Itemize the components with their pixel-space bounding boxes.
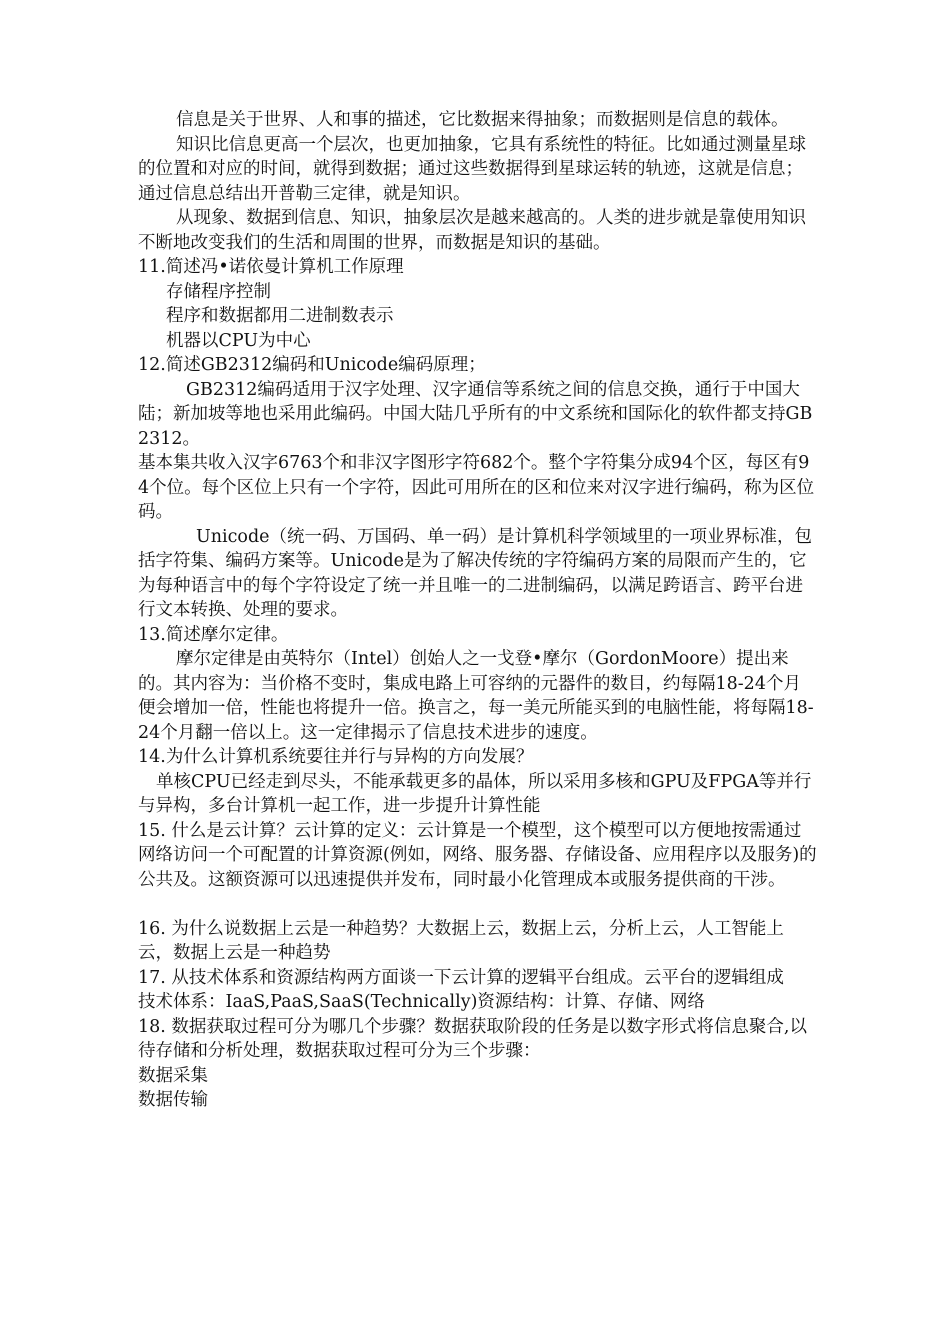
question-12: 12.简述GB2312编码和Unicode编码原理； — [138, 355, 486, 375]
document-body — [138, 108, 818, 1113]
answer-12-charset: 基本集共收入汉字6763个和非汉字图形字符682个。整个字符集分成94个区，每区有94个位。每个区位上只有一个字符，因此可用所在的区和位来对汉字进行编码，称为区位码。 — [138, 453, 815, 522]
paragraph-information: 信息是关于世界、人和事的描述，它比数据来得抽象；而数据则是信息的载体。 — [176, 110, 789, 130]
question-17: 17. 从技术体系和资源结构两方面谈一下云计算的逻辑平台组成。云平台的逻辑组成 — [138, 967, 784, 988]
question-14: 14.为什么计算机系统要往并行与异构的方向发展？ — [138, 747, 534, 767]
question-11: 11.简述冯•诺依曼计算机工作原理 — [138, 257, 404, 277]
answer-11-item-3: 机器以CPU为中心 — [166, 330, 311, 351]
paragraph-knowledge: 知识比信息更高一个层次，也更加抽象，它具有系统性的特征。比如通过测量星球的位置和对应的时间，就得到数据；通过这些数据得到星球运转的轨迹，这就是信息；通过信息总结出开普勒三定律，就是知识。 — [138, 134, 806, 204]
answer-18-step-2: 数据传输 — [138, 1090, 208, 1110]
answer-14: 单核CPU已经走到尽头，不能承载更多的晶体，所以采用多核和GPU及FPGA等并行与异构，多台计算机一起工作，进一步提升计算性能 — [138, 771, 812, 816]
question-13: 13.简述摩尔定律。 — [138, 624, 289, 645]
answer-11-item-2: 程序和数据都用二进制数表示 — [166, 306, 394, 326]
paragraph-abstraction: 从现象、数据到信息、知识，抽象层次是越来越高的。人类的进步就是靠使用知识不断地改变我们的生活和周围的世界，而数据是知识的基础。 — [138, 208, 806, 253]
answer-13: 摩尔定律是由英特尔（Intel）创始人之一戈登•摩尔（GordonMoore）提出来的。其内容为：当价格不变时，集成电路上可容纳的元器件的数目，约每隔18-24个月便会增加一倍，性能也将提升一倍。换言之，每一美元所能买到的电脑性能，将每隔18-24个月翻一倍以上。这一定律揭示了信息技术进步的速度。 — [138, 649, 814, 743]
answer-12-unicode: Unicode（统一码、万国码、单一码）是计算机科学领域里的一项业界标准，包括字符集、编码方案等。Unicode是为了解决传统的字符编码方案的局限而产生的，它为每种语言中的每个字符设定了统一并且唯一的二进制编码，以满足跨语言、跨平台进行文本转换、处理的要求。 — [138, 526, 813, 620]
answer-11-item-1: 存储程序控制 — [166, 281, 271, 302]
answer-18-step-1: 数据采集 — [138, 1065, 208, 1086]
question-16: 16. 为什么说数据上云是一种趋势？大数据上云，数据上云，分析上云，人工智能上云，数据上云是一种趋势 — [138, 918, 784, 963]
answer-12-gb2312: GB2312编码适用于汉字处理、汉字通信等系统之间的信息交换，通行于中国大陆；新加坡等地也采用此编码。中国大陆几乎所有的中文系统和国际化的软件都支持GB2312。 — [138, 379, 813, 449]
question-18: 18. 数据获取过程可分为哪几个步骤？数据获取阶段的任务是以数字形式将信息聚合,以待存储和分析处理，数据获取过程可分为三个步骤： — [138, 1016, 807, 1061]
blank-line — [138, 892, 818, 917]
answer-17: 技术体系：IaaS,PaaS,SaaS(Technically)资源结构：计算、存储、网络 — [138, 992, 705, 1012]
question-15: 15. 什么是云计算？云计算的定义：云计算是一个模型，这个模型可以方便地按需通过网络访问一个可配置的计算资源(例如，网络、服务器、存储设备、应用程序以及服务)的公共及。这额资源可以迅速提供并发布，同时最小化管理成本或服务提供商的干涉。 — [138, 820, 817, 890]
